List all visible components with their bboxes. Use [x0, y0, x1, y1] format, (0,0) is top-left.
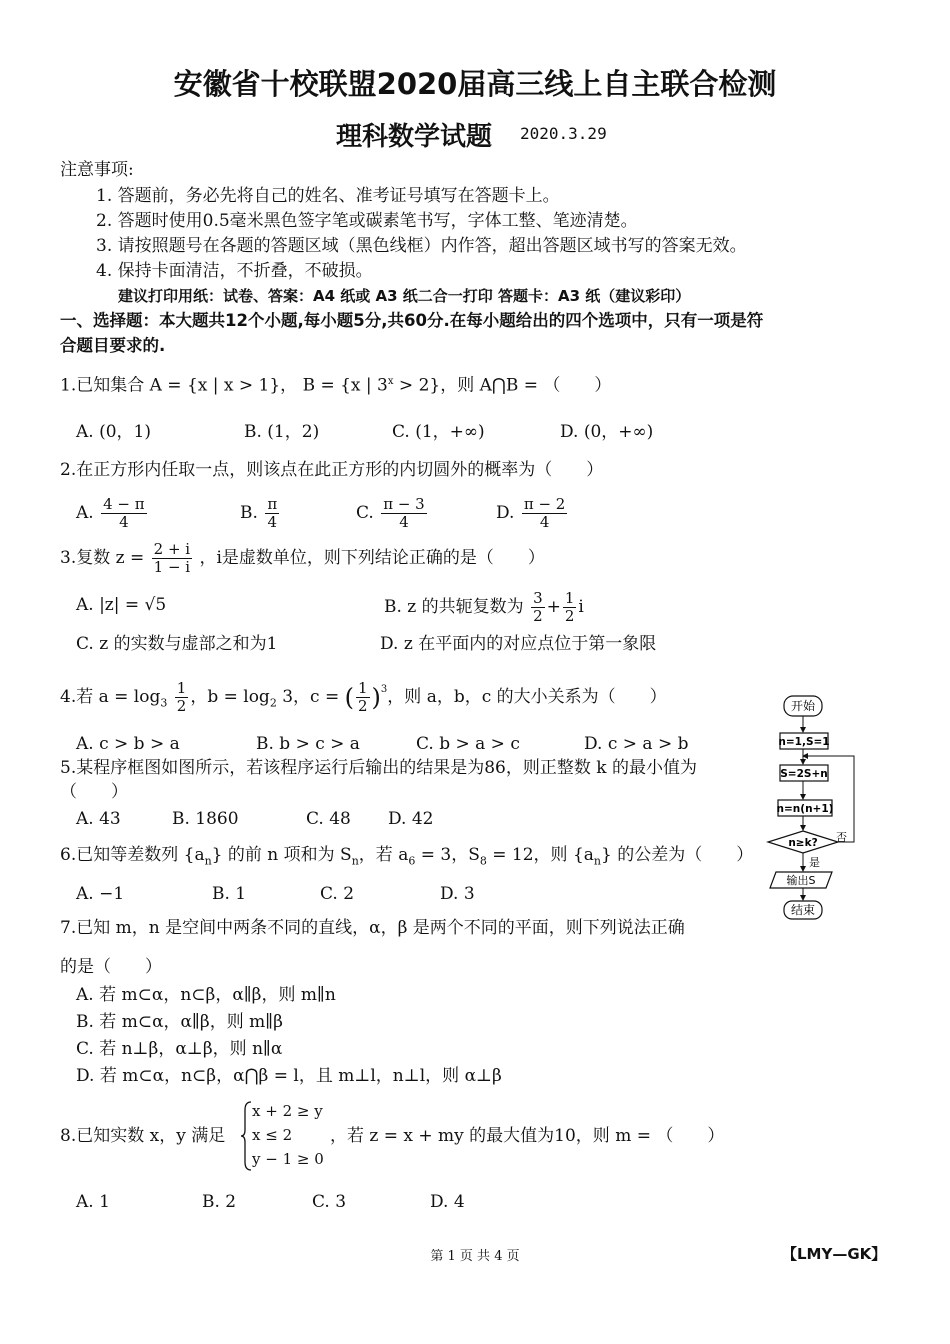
notice-item: 3. 请按照题号在各题的答题区域（黑色线框）内作答，超出答题区域书写的答案无效。	[96, 236, 747, 256]
page-number: 第 1 页 共 4 页	[430, 1249, 520, 1264]
flow-output-label: 输出S	[786, 874, 816, 887]
exam-subtitle: 理科数学试题	[336, 122, 493, 152]
q4-stem: 4.若 a = log	[60, 687, 161, 707]
q6-option-a: A. −1	[76, 884, 125, 904]
fraction: $\frac{\pi - 2}{4}$	[523, 495, 566, 531]
q1-option-b: B. (1，2)	[244, 422, 320, 442]
option-label: C.	[356, 503, 374, 523]
question-6: 6.已知等差数列 $\{a_n\}$ 的前 n 项和为 $S_n$，若 $a_6 = 3$，$S_8 = 12$，则 $\{a_n\}$ 的公差为（ ）	[60, 845, 754, 868]
paren: )	[371, 683, 381, 712]
inequality-3: y − 1 ≥ 0	[252, 1150, 324, 1168]
program-flowchart	[762, 690, 882, 926]
notice-item: 2. 答题时使用0.5毫米黑色签字笔或碳素笔书写，字体工整、笔迹清楚。	[96, 211, 638, 231]
question-1	[60, 372, 611, 396]
fraction: $\frac{\pi}{4}$	[267, 495, 278, 531]
section-heading-cont: 合题目要求的.	[60, 336, 166, 355]
q3-option-c: C. z 的实数与虚部之和为1	[76, 634, 278, 654]
fraction: $\frac{2 + i}{1 - i}$	[153, 540, 191, 576]
q5-option-d: D. 42	[388, 809, 434, 829]
flow-step1-label: S=2S+n	[780, 768, 828, 780]
q8-option-a: A. 1	[76, 1192, 110, 1212]
q2-option-c	[356, 496, 429, 531]
q1-option-c: C. (1，+∞)	[392, 422, 485, 442]
fraction: $\frac{\pi - 3}{4}$	[383, 495, 425, 531]
question-8-cont: ，若 z = x + my 的最大值为10，则 m = （ ）	[330, 1126, 725, 1146]
q2-option-b	[240, 496, 281, 531]
q3-option-d: D. z 在平面内的对应点位于第一象限	[380, 634, 657, 654]
fraction: $\frac{4 - \pi}{4}$	[103, 495, 145, 531]
notice-item: 1. 答题前，务必先将自己的姓名、准考证号填写在答题卡上。	[96, 186, 560, 206]
question-5-cont: （ ）	[60, 782, 128, 802]
option-label: A.	[76, 503, 94, 523]
question-4: 4.若 $a = \log_3$ $\frac{1}{2}$ ，$b = \log_2 3$，c = ( $\frac{1}{2}$ )$^3$，则 a，b，c 的大小关系为（ ）	[60, 679, 667, 715]
q6-option-c: C. 2	[320, 884, 355, 904]
option-text: B. z 的共轭复数为	[384, 597, 524, 617]
flow-step2-label: n=n(n+1)	[776, 803, 834, 815]
fraction: $\frac{1}{2}$	[358, 679, 368, 715]
question-2: 2.在正方形内任取一点，则该点在此正方形的内切圆外的概率为（ ）	[60, 460, 604, 480]
q4-option-c: C. b > a > c	[416, 734, 520, 754]
flow-init-label: n=1,S=1	[778, 736, 830, 748]
flow-yes-label: 是	[809, 856, 820, 869]
q8-option-b: B. 2	[202, 1192, 237, 1212]
q3-stem-end: ，i是虚数单位，则下列结论正确的是（ ）	[199, 548, 545, 568]
fraction: $\frac{1}{2}$	[176, 679, 187, 715]
q4-option-b: B. b > c > a	[256, 734, 360, 754]
q3-option-b: B. z 的共轭复数为 $\frac{3}{2}$ + $\frac{1}{2}$ i	[384, 589, 584, 625]
q1-option-d: D. (0，+∞)	[560, 422, 654, 442]
notice-item: 4. 保持卡面清洁，不折叠，不破损。	[96, 261, 373, 281]
q5-option-b: B. 1860	[172, 809, 239, 829]
notice-heading: 注意事项:	[60, 160, 134, 180]
question-5: 5.某程序框图如图所示，若该程序运行后输出的结果是为86，则正整数 k 的最小值为	[60, 758, 697, 778]
fraction: $\frac{1}{2}$	[564, 589, 575, 625]
q6-option-b: B. 1	[212, 884, 247, 904]
q8-option-c: C. 3	[312, 1192, 347, 1212]
flow-condition-label: n≥k?	[788, 837, 818, 849]
q7-option-d: D. 若 m⊂α，n⊂β，α⋂β = l，且 m⊥l，n⊥l，则 α⊥β	[76, 1066, 502, 1086]
q1-option-a: A. (0，1)	[76, 422, 151, 442]
exam-title: 安徽省十校联盟2020届高三线上自主联合检测	[173, 67, 777, 101]
q7-option-b: B. 若 m⊂α，α∥β，则 m∥β	[76, 1012, 283, 1032]
exam-date: 2020.3.29	[520, 124, 607, 143]
question-8: 8.已知实数 x，y 满足	[60, 1126, 226, 1146]
paren: (	[344, 683, 354, 712]
q5-option-a: A. 43	[76, 809, 121, 829]
section-heading: 一、选择题：本大题共12个小题,每小题5分,共60分.在每小题给出的四个选项中，只有一项是符	[60, 311, 764, 330]
q7-option-a: A. 若 m⊂α，n⊂β，α∥β，则 m∥n	[76, 985, 336, 1005]
q7-option-c: C. 若 n⊥β，α⊥β，则 n∥α	[76, 1039, 283, 1059]
q2-option-a	[76, 496, 149, 531]
inequality-1: x + 2 ≥ y	[252, 1102, 323, 1120]
q3-option-a: A. |z| = √5	[76, 595, 167, 615]
flow-start-label: 开始	[790, 699, 816, 713]
inequality-2: x ≤ 2	[252, 1126, 293, 1144]
system-brace	[240, 1100, 252, 1172]
print-advice: 建议打印用纸：试卷、答案：A4 纸或 A3 纸二合一打印 答题卡：A3 纸（建议彩印）	[118, 287, 691, 305]
q6-option-d: D. 3	[440, 884, 475, 904]
question-3	[60, 541, 545, 576]
question-7-cont: 的是（ ）	[60, 957, 162, 977]
option-label: B.	[240, 503, 258, 523]
q4-option-a: A. c > b > a	[76, 734, 180, 754]
q5-option-c: C. 48	[306, 809, 351, 829]
question-7: 7.已知 m，n 是空间中两条不同的直线，α，β 是两个不同的平面，则下列说法正确	[60, 918, 685, 938]
q3-stem: 3.复数 z =	[60, 548, 145, 568]
flow-end-label: 结束	[790, 903, 816, 917]
flow-no-label: 否	[836, 831, 847, 844]
q8-option-d: D. 4	[430, 1192, 465, 1212]
option-label: D.	[496, 503, 515, 523]
fraction: $\frac{3}{2}$	[533, 589, 543, 625]
q2-option-d	[496, 496, 569, 531]
q1-stem: 1.已知集合 A = {x | x > 1}， B = {x | 3	[60, 375, 388, 396]
q4-option-d: D. c > a > b	[584, 734, 689, 754]
q1-stem-end: > 2}，则 A⋂B = （ ）	[393, 375, 612, 396]
paper-code: 【LMY—GK】	[782, 1245, 887, 1263]
q1-exponent: x	[387, 376, 394, 387]
